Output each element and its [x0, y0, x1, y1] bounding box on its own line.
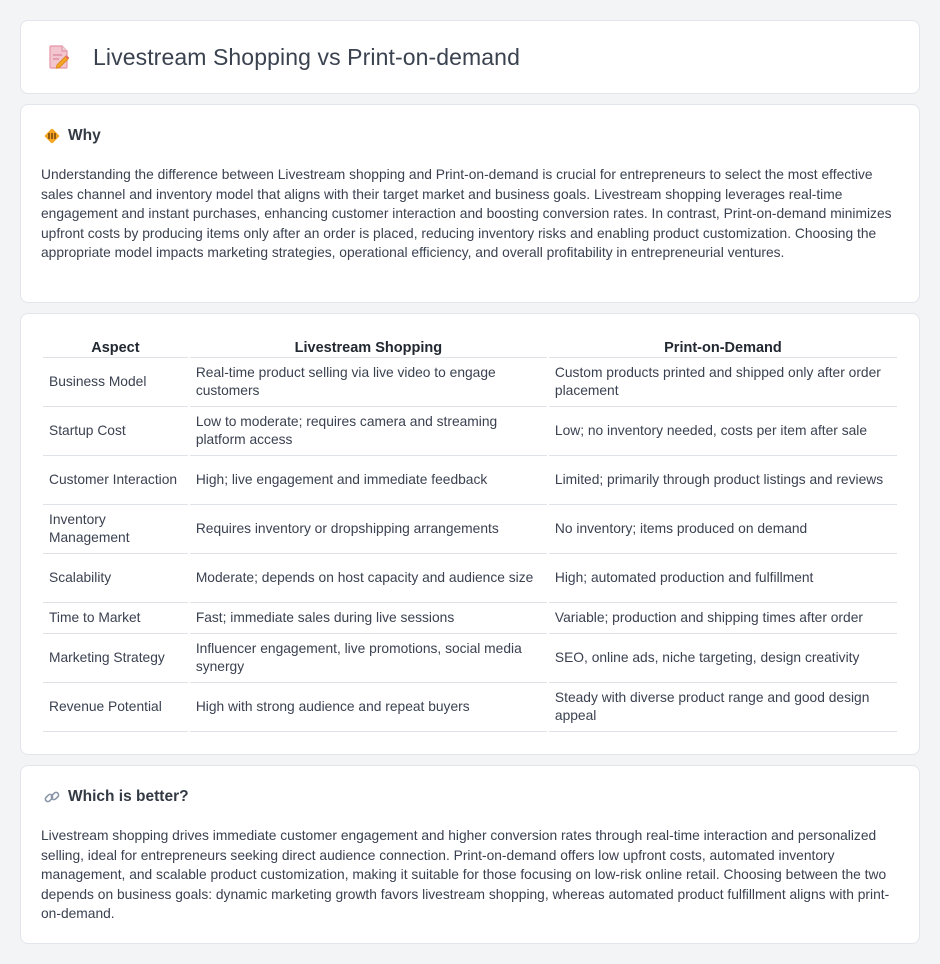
table-row: [43, 683, 897, 732]
aspect-cell: Startup Cost: [43, 407, 188, 456]
print-on-demand-cell: High; automated production and fulfillment: [549, 554, 897, 603]
print-on-demand-cell: Steady with diverse product range and good design appeal: [549, 683, 897, 732]
print-on-demand-cell: Low; no inventory needed, costs per item after sale: [549, 407, 897, 456]
livestream-cell: Influencer engagement, live promotions, social media synergy: [190, 634, 547, 683]
why-text: Understanding the difference between Livestream shopping and Print-on-demand is crucial for entrepreneurs to select the most effective sales channel and inventory model that aligns with their target market and business goals. Livestream shopping leverages real-time engagement and instant purchases, enhancing customer interaction and boosting conversion rates. In contrast, Print-on-demand minimizes upfront costs by producing items only after an order is placed, reducing inventory risks and enabling product customization. Choosing the appropriate model impacts marketing strategies, operational efficiency, and overall profitability in entrepreneurial ventures.: [41, 167, 892, 260]
why-header: [43, 127, 101, 145]
print-on-demand-cell: Limited; primarily through product listings and reviews: [549, 456, 897, 505]
livestream-cell: Requires inventory or dropshipping arrangements: [190, 505, 547, 554]
link-icon: [43, 788, 61, 806]
better-header: [43, 788, 189, 806]
print-on-demand-cell: Custom products printed and shipped only after order placement: [549, 358, 897, 407]
table-row: [43, 554, 897, 603]
livestream-cell: Fast; immediate sales during live sessions: [190, 603, 547, 634]
diamond-warning-icon: [43, 127, 61, 145]
livestream-cell: High with strong audience and repeat buyers: [190, 683, 547, 732]
column-header-print-on-demand: Print-on-Demand: [549, 336, 897, 358]
table-row: [43, 358, 897, 407]
aspect-cell: Time to Market: [43, 603, 188, 634]
aspect-cell: Marketing Strategy: [43, 634, 188, 683]
aspect-cell: Inventory Management: [43, 505, 188, 554]
title-row: [45, 43, 520, 71]
aspect-cell: Customer Interaction: [43, 456, 188, 505]
document-edit-icon: [45, 43, 73, 71]
livestream-cell: High; live engagement and immediate feedback: [190, 456, 547, 505]
print-on-demand-cell: No inventory; items produced on demand: [549, 505, 897, 554]
table-row: [43, 456, 897, 505]
comparison-table: [41, 336, 899, 732]
aspect-cell: Business Model: [43, 358, 188, 407]
comparison-card: [20, 313, 920, 755]
table-row: [43, 603, 897, 634]
better-heading: Which is better?: [68, 788, 189, 805]
why-heading: Why: [68, 127, 101, 144]
table-row: [43, 634, 897, 683]
print-on-demand-cell: Variable; production and shipping times after order: [549, 603, 897, 634]
livestream-cell: Real-time product selling via live video to engage customers: [190, 358, 547, 407]
table-row: [43, 505, 897, 554]
which-is-better-section: [20, 765, 920, 944]
table-header-row: [43, 336, 897, 358]
column-header-livestream: Livestream Shopping: [190, 336, 547, 358]
better-text: Livestream shopping drives immediate customer engagement and higher conversion rates through real-time interaction and personalized selling, ideal for entrepreneurs seeking direct audience connection. Print-on-demand offers low upfront costs, automated inventory management, and scalable product customization, making it suitable for those focusing on low-risk online retail. Choosing between the two depends on business goals: dynamic marketing growth favors livestream shopping, whereas automated product fulfillment aligns with print-on-demand.: [41, 828, 890, 921]
livestream-cell: Low to moderate; requires camera and streaming platform access: [190, 407, 547, 456]
page-title: Livestream Shopping vs Print-on-demand: [93, 43, 520, 70]
title-card: [20, 20, 920, 94]
aspect-cell: Scalability: [43, 554, 188, 603]
print-on-demand-cell: SEO, online ads, niche targeting, design creativity: [549, 634, 897, 683]
aspect-cell: Revenue Potential: [43, 683, 188, 732]
livestream-cell: Moderate; depends on host capacity and audience size: [190, 554, 547, 603]
column-header-aspect: Aspect: [43, 336, 188, 358]
why-section: [20, 104, 920, 303]
table-row: [43, 407, 897, 456]
